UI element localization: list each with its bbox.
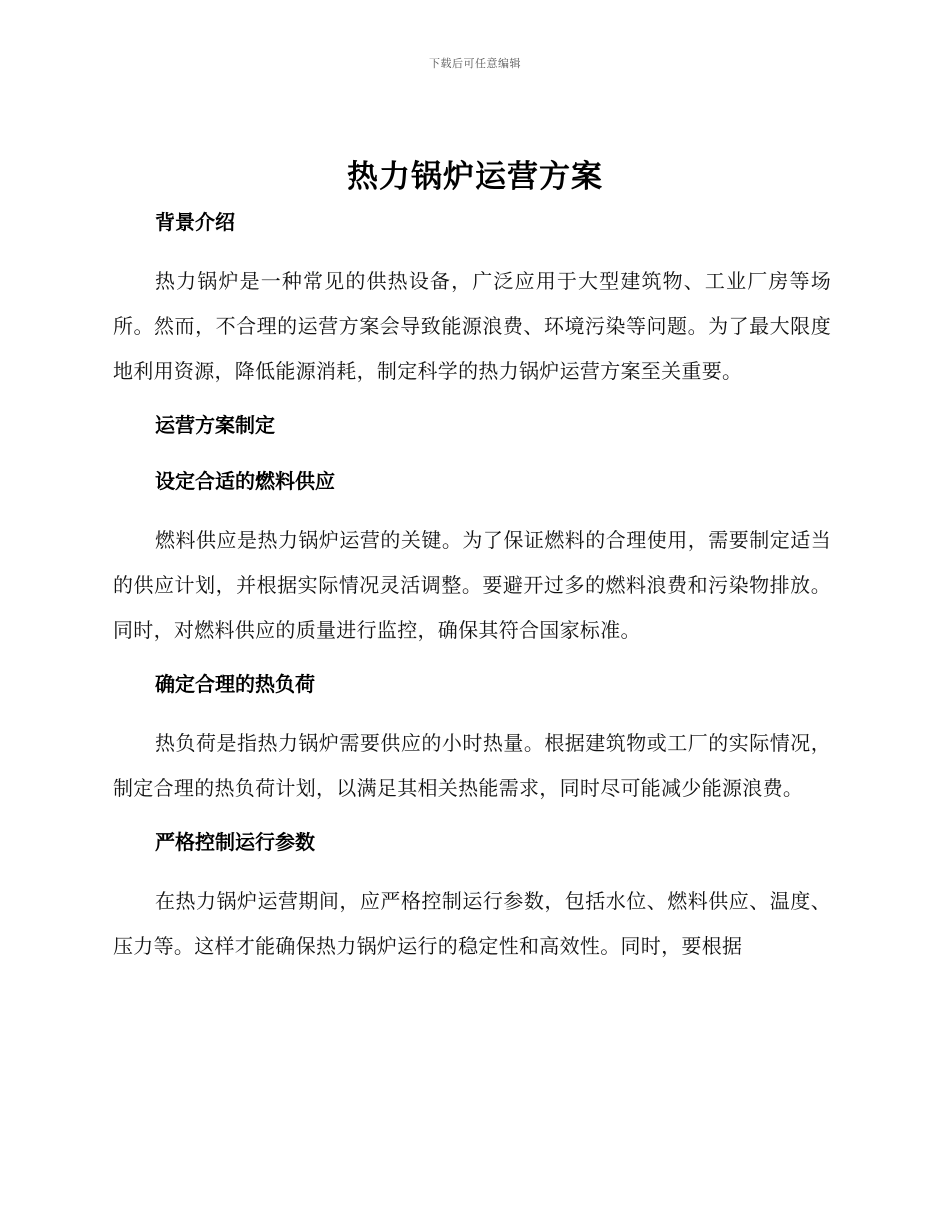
header-note: 下载后可任意编辑 [429,57,521,70]
paragraph-fuel-supply: 燃料供应是热力锅炉运营的关键。为了保证燃料的合理使用，需要制定适当的供应计划，并根据实际情况灵活调整。要避开过多的燃料浪费和污染物排放。同时，对燃料供应的质量进行监控，确保其符合国家标准。 [113,528,831,642]
paragraph-heat-load: 热负荷是指热力锅炉需要供应的小时热量。根据建筑物或工厂的实际情况，制定合理的热负荷计划，以满足其相关热能需求，同时尽可能减少能源浪费。 [113,731,831,800]
paragraph-parameters: 在热力锅炉运营期间，应严格控制运行参数，包括水位、燃料供应、温度、压力等。这样才能确保热力锅炉运行的稳定性和高效性。同时，要根据 [113,889,831,958]
paragraph-background: 热力锅炉是一种常见的供热设备，广泛应用于大型建筑物、工业厂房等场所。然而，不合理的运营方案会导致能源浪费、环境污染等问题。为了最大限度地利用资源，降低能源消耗，制定科学的热力锅炉运营方案至关重要。 [113,269,831,383]
section-heading-fuel-supply: 设定合适的燃料供应 [155,469,335,493]
section-heading-heat-load: 确定合理的热负荷 [155,672,315,696]
section-heading-parameters: 严格控制运行参数 [155,830,315,854]
document-body [113,203,831,981]
section-heading-background: 背景介绍 [155,210,235,234]
section-heading-plan: 运营方案制定 [155,413,275,437]
document-title: 热力锅炉运营方案 [347,159,603,195]
